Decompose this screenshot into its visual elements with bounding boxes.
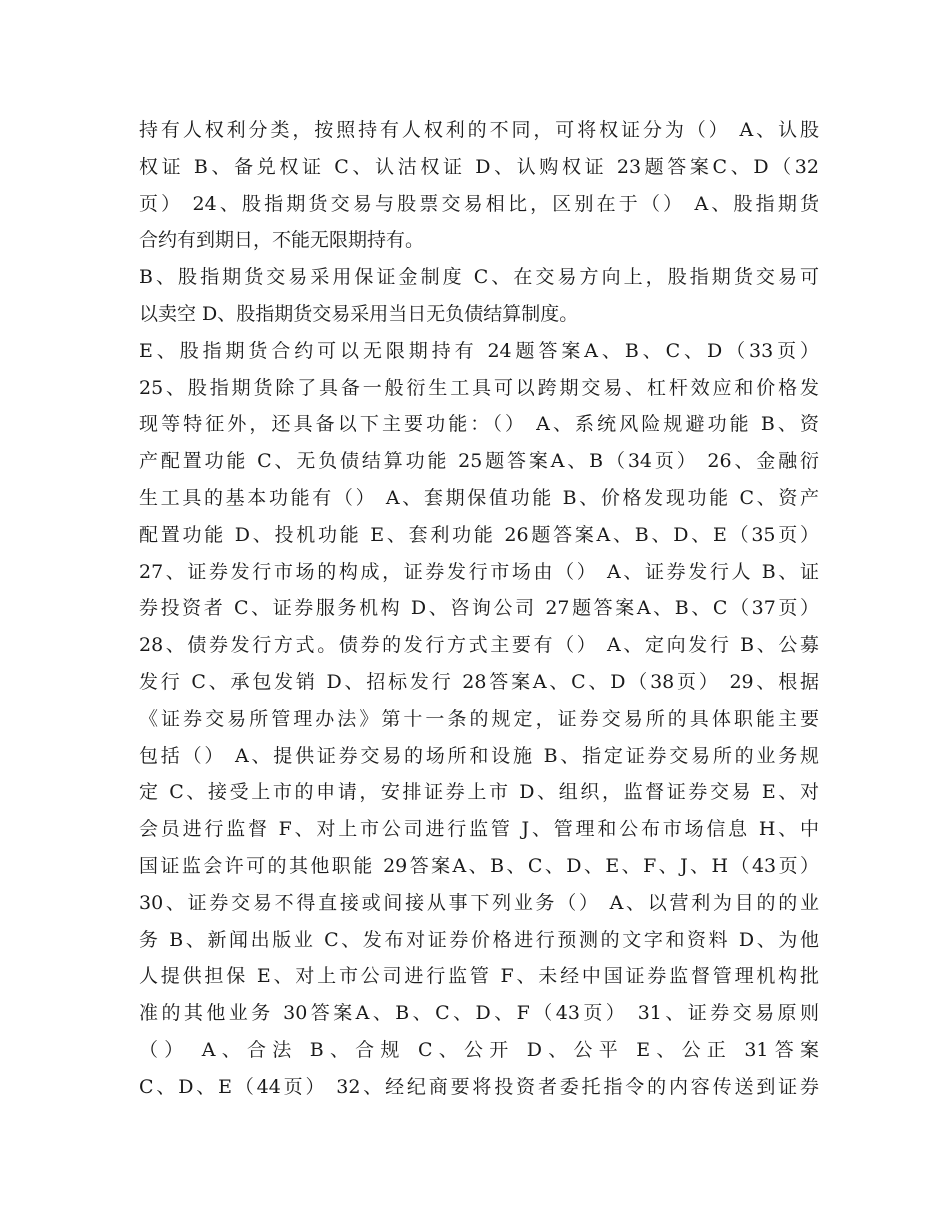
text-line: 30、证券交易不得直接或间接从事下列业务（） A、以营利为目的的业 [139,891,819,914]
text-line: B、股指期货交易采用保证金制度 C、在交易方向上，股指期货交易可 [139,266,819,289]
text-line: 生工具的基本功能有（） A、套期保值功能 B、价格发现功能 C、资产 [139,486,819,509]
text-line: 产配置功能 C、无负债结算功能 25题答案A、B（34页） 26、金融衍 [139,450,819,473]
text-line: 国证监会许可的其他职能 29答案A、B、C、D、E、F、J、H（43页） [139,854,819,877]
text-line: 合约有到期日，不能无限期持有。 [139,229,425,252]
text-line: C、D、E（44页） 32、经纪商要将投资者委托指令的内容传送到证券 [139,1075,819,1098]
text-line: 发行 C、承包发销 D、招标发行 28答案A、C、D（38页） 29、根据 [139,670,819,693]
text-line: 持有人权利分类，按照持有人权利的不同，可将权证分为（） A、认股 [139,119,819,141]
text-line: 定 C、接受上市的申请，安排证券上市 D、组织，监督证券交易 E、对 [139,781,819,804]
text-line: 《证券交易所管理办法》第十一条的规定，证券交易所的具体职能主要 [139,707,819,730]
text-line: 包括（） A、提供证券交易的场所和设施 B、指定证券交易所的业务规 [139,744,819,767]
text-line: 28、债券发行方式。债券的发行方式主要有（） A、定向发行 B、公募 [139,634,819,657]
text-line: 权证 B、备兑权证 C、认沽权证 D、认购权证 23题答案C、D（32 [139,155,819,178]
text-line: 会员进行监督 F、对上市公司进行监管 J、管理和公布市场信息 H、中 [139,818,819,841]
body-text [139,112,819,1106]
text-line: （） A、合法 B、合规 C、公开 D、公平 E、公正 31答案 [139,1038,819,1061]
text-line: 27、证券发行市场的构成，证券发行市场由（） A、证券发行人 B、证 [139,560,819,583]
text-line: 人提供担保 E、对上市公司进行监管 F、未经中国证券监督管理机构批 [139,965,819,988]
text-line: E、股指期货合约可以无限期持有 24题答案A、B、C、D（33页） [139,339,819,362]
text-line: 25、股指期货除了具备一般衍生工具可以跨期交易、杠杆效应和价格发 [139,376,819,399]
text-line: 务 B、新闻出版业 C、发布对证券价格进行预测的文字和资料 D、为他 [139,928,819,951]
text-line: 以卖空 D、股指期货交易采用当日无负债结算制度。 [139,302,579,325]
text-line: 页） 24、股指期货交易与股票交易相比，区别在于（） A、股指期货 [139,192,819,215]
text-line: 现等特征外，还具备以下主要功能：（） A、系统风险规避功能 B、资 [139,413,819,436]
text-line: 券投资者 C、证券服务机构 D、咨询公司 27题答案A、B、C（37页） [139,597,819,620]
text-line: 准的其他业务 30答案A、B、C、D、F（43页） 31、证券交易原则 [139,1002,819,1025]
text-line: 配置功能 D、投机功能 E、套利功能 26题答案A、B、D、E（35页） [139,523,819,546]
